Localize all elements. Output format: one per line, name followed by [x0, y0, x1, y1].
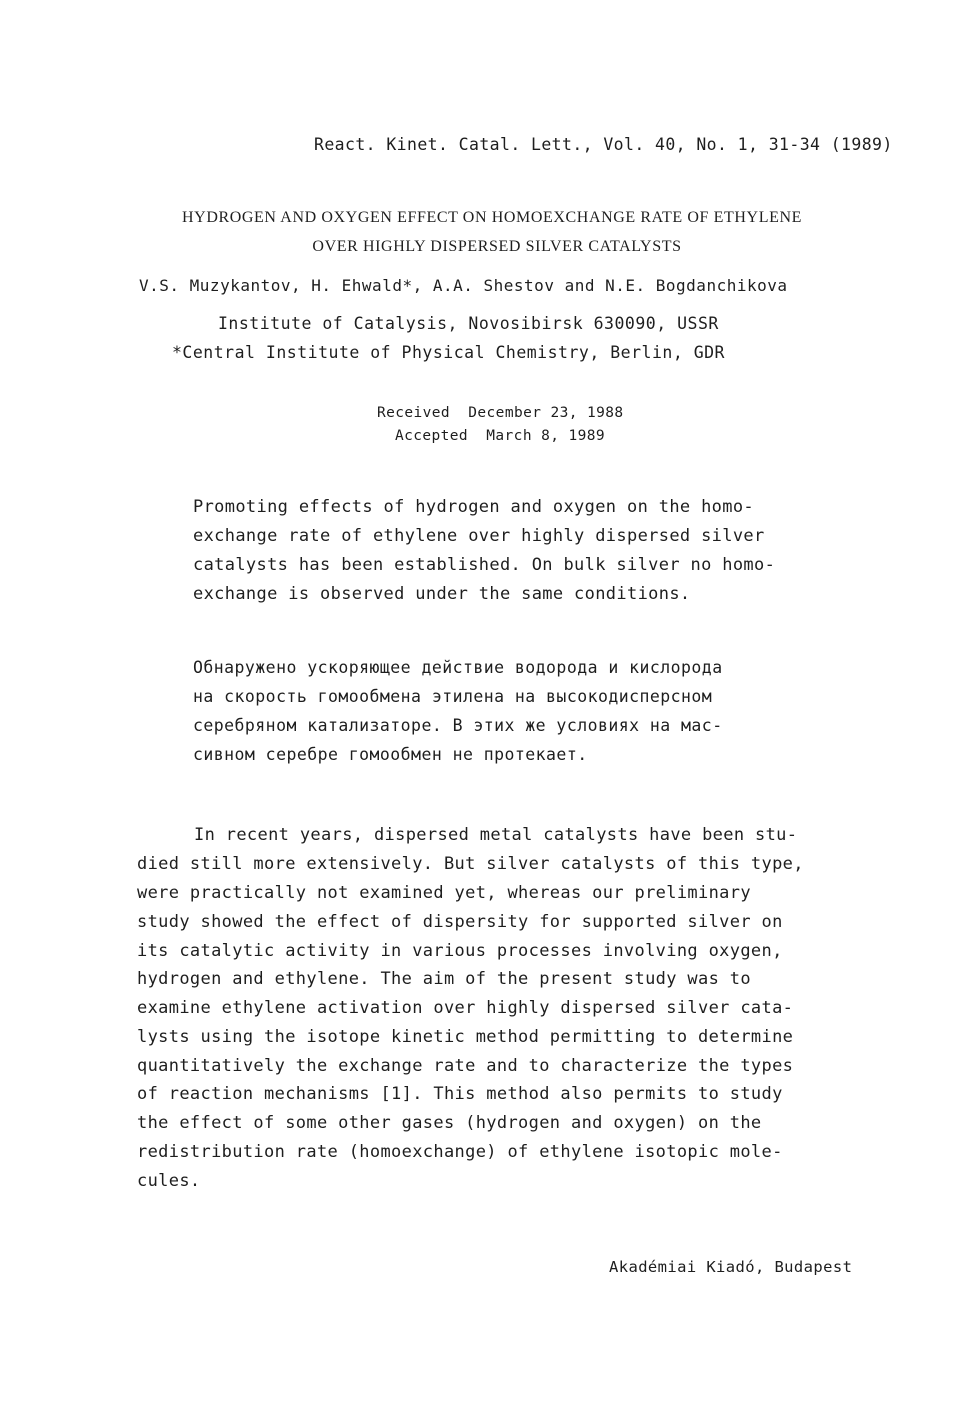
- body-line: of reaction mechanisms [1]. This method also permits to study: [137, 1084, 783, 1104]
- publisher-footer: Akadémiai Kiadó, Budapest: [609, 1258, 853, 1276]
- body-line: In recent years, dispersed metal catalysts have been stu-: [194, 825, 798, 845]
- body-line: the effect of some other gases (hydrogen and oxygen) on the: [137, 1113, 762, 1133]
- abstract-en-line: exchange rate of ethylene over highly dispersed silver: [193, 526, 765, 546]
- body-line: were practically not examined yet, whereas our preliminary: [137, 883, 751, 903]
- body-line: examine ethylene activation over highly dispersed silver cata-: [137, 998, 794, 1018]
- abstract-ru-line: Обнаружено ускоряющее действие водорода и кислорода: [193, 658, 723, 677]
- body-line: cules.: [137, 1171, 201, 1191]
- abstract-en-line: catalysts has been established. On bulk silver no homo-: [193, 555, 776, 575]
- body-line: hydrogen and ethylene. The aim of the present study was to: [137, 969, 751, 989]
- abstract-ru-line: на скорость гомообмена этилена на высокодисперсном: [193, 687, 713, 706]
- accepted-date: Accepted March 8, 1989: [395, 428, 605, 444]
- body-line: its catalytic activity in various processes involving oxygen,: [137, 941, 783, 961]
- author-list: V.S. Muzykantov, H. Ehwald*, A.A. Shestov and N.E. Bogdanchikova: [139, 276, 788, 295]
- abstract-ru-line: сивном серебре гомообмен не протекает.: [193, 745, 588, 764]
- affiliation-secondary: *Central Institute of Physical Chemistry, Berlin, GDR: [172, 343, 725, 362]
- body-line: quantitatively the exchange rate and to characterize the types: [137, 1056, 794, 1076]
- body-line: died still more extensively. But silver catalysts of this type,: [137, 854, 804, 874]
- abstract-ru-line: серебряном катализаторе. В этих же условиях на мас-: [193, 716, 723, 735]
- body-line: redistribution rate (homoexchange) of ethylene isotopic mole-: [137, 1142, 783, 1162]
- body-line: study showed the effect of dispersity for supported silver on: [137, 912, 783, 932]
- abstract-en-line: exchange is observed under the same conditions.: [193, 584, 691, 604]
- affiliation-primary: Institute of Catalysis, Novosibirsk 630090, USSR: [218, 314, 719, 333]
- received-date: Received December 23, 1988: [377, 405, 624, 421]
- journal-citation: React. Kinet. Catal. Lett., Vol. 40, No. 1, 31-34 (1989): [314, 135, 893, 154]
- body-line: lysts using the isotope kinetic method permitting to determine: [137, 1027, 794, 1047]
- paper-title-line-1: HYDROGEN AND OXYGEN EFFECT ON HOMOEXCHANGE RATE OF ETHYLENE: [182, 209, 802, 226]
- abstract-en-line: Promoting effects of hydrogen and oxygen on the homo-: [193, 497, 754, 517]
- paper-title-line-2: OVER HIGHLY DISPERSED SILVER CATALYSTS: [312, 238, 682, 255]
